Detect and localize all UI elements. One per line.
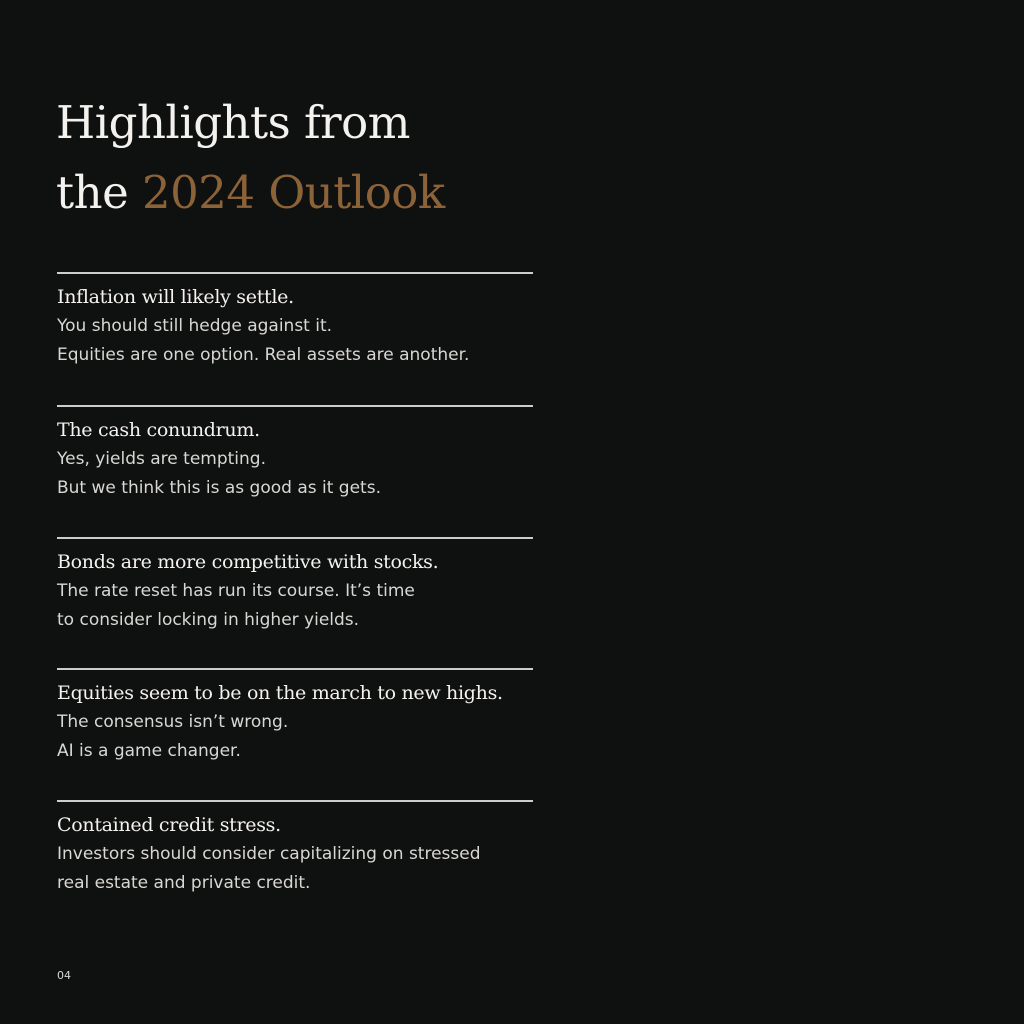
highlight-heading: The cash conundrum. (57, 419, 260, 441)
highlight-body-line: AI is a game changer. (57, 741, 241, 761)
highlight-body-line: But we think this is as good as it gets. (57, 478, 381, 498)
highlight-body (57, 312, 533, 370)
highlight-credit (57, 800, 533, 898)
page-number: 04 (57, 969, 71, 982)
highlight-body-line: Investors should consider capitalizing on stressed (57, 844, 481, 864)
highlight-body (57, 840, 533, 898)
title-line-2-prefix: the (56, 166, 143, 219)
highlight-body (57, 708, 533, 766)
highlight-heading: Equities seem to be on the march to new highs. (57, 682, 503, 704)
highlight-body-line: to consider locking in higher yields. (57, 610, 360, 630)
highlight-equities (57, 668, 533, 766)
highlight-bonds (57, 537, 533, 635)
highlight-body (57, 445, 533, 503)
highlight-body (57, 577, 533, 635)
highlight-body-line: Yes, yields are tempting. (57, 449, 266, 469)
title-accent: 2024 Outlook (142, 166, 445, 219)
title-line-1: Highlights from (56, 96, 410, 149)
highlight-body-line: The consensus isn’t wrong. (57, 712, 289, 732)
highlight-heading: Contained credit stress. (57, 814, 281, 836)
page-title (56, 88, 445, 228)
highlight-inflation (57, 272, 533, 370)
highlight-cash (57, 405, 533, 503)
highlight-body-line: You should still hedge against it. (57, 316, 333, 336)
highlight-body-line: real estate and private credit. (57, 873, 311, 893)
highlight-body-line: The rate reset has run its course. It’s time (57, 581, 415, 601)
highlight-heading: Inflation will likely settle. (57, 286, 294, 308)
highlight-body-line: Equities are one option. Real assets are another. (57, 345, 470, 365)
highlight-heading: Bonds are more competitive with stocks. (57, 551, 439, 573)
